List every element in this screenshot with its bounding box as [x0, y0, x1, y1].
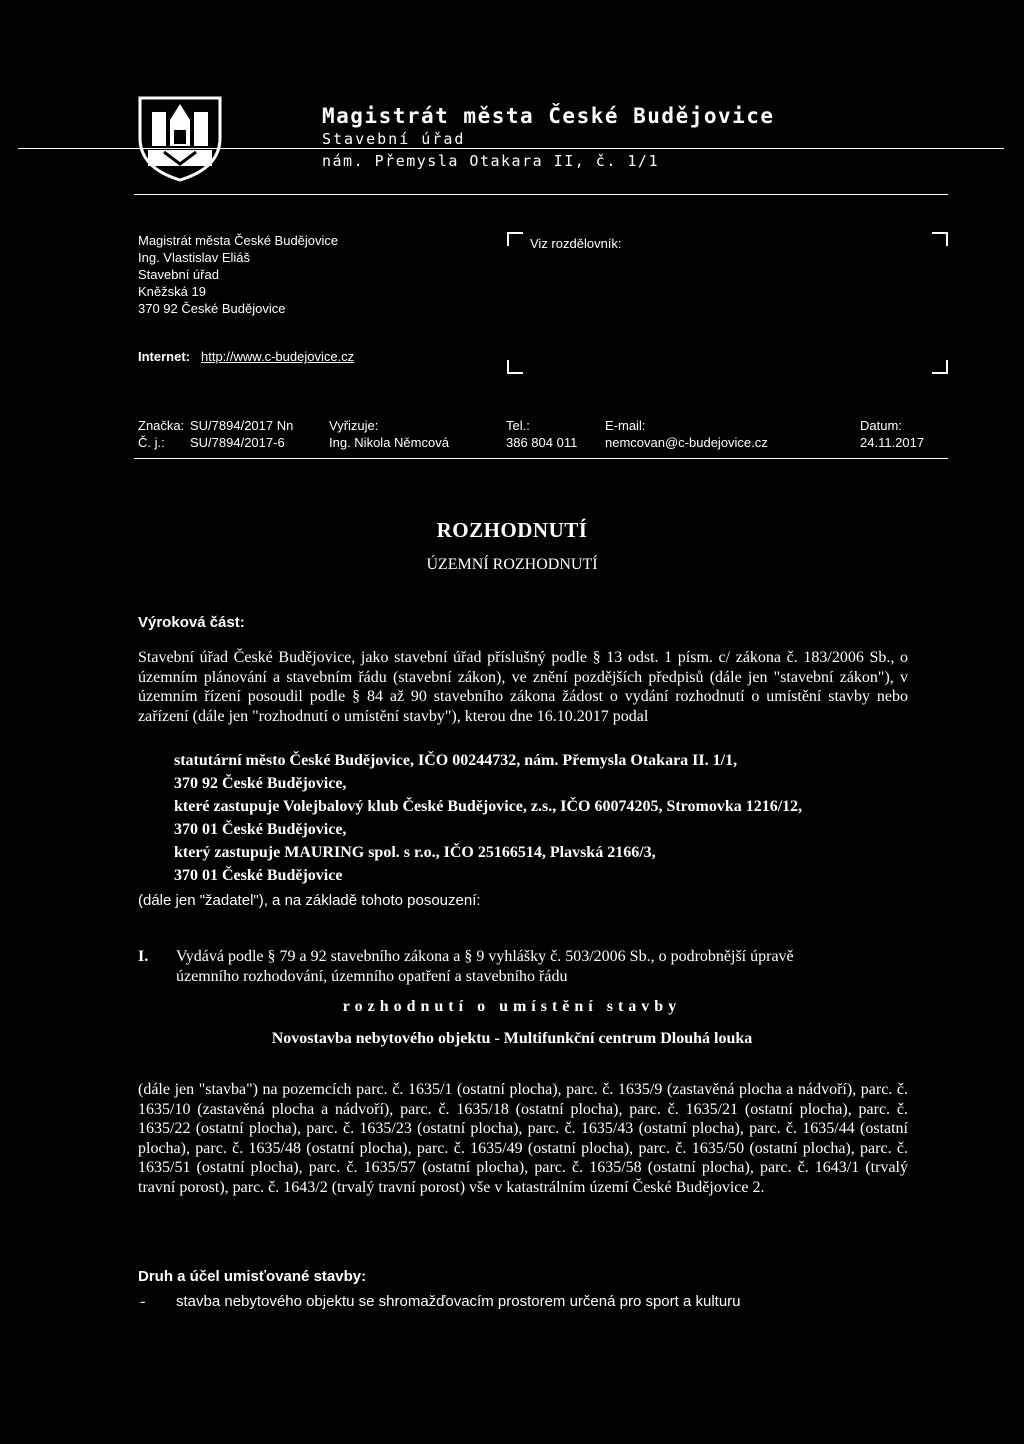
- section-label: Výroková část:: [138, 614, 245, 631]
- type-purpose-item: stavba nebytového objektu se shromažďovacím prostorem určená pro sport a kulturu: [176, 1293, 741, 1310]
- applicant-line: který zastupuje MAURING spol. s r.o., IČO 25166514, Plavská 2166/3,: [174, 844, 656, 861]
- meta-rule: [134, 458, 948, 459]
- applicant-line: 370 01 České Budějovice: [174, 867, 343, 884]
- office-name: Magistrát města České Budějovice: [322, 104, 775, 128]
- email-label: E-mail:: [605, 418, 646, 433]
- sender-line: Stavební úřad: [138, 267, 219, 282]
- logo: [134, 90, 226, 182]
- header-rule-bottom: [134, 194, 948, 195]
- decision-heading: rozhodnutí o umístění stavby: [342, 998, 682, 1015]
- parcels-paragraph: (dále jen "stavba") na pozemcích parc. č. 1635/1 (ostatní plocha), parc. č. 1635/9 (zastavěná plocha a nádvoří), parc. č. 1635/10 (zastavěná plocha a nádvoří), parc. č. 1635/18 (ostatní plocha), parc. č. 1635/21 (ostatní plocha), parc. č. 1635/22 (ostatní plocha), parc. č. 1635/23 (ostatní plocha), parc. č. 1635/43 (ostatní plocha), parc. č. 1635/44 (ostatní plocha), parc. č. 1635/48 (ostatní plocha), parc. č. 1635/49 (ostatní plocha), parc. č. 1635/50 (ostatní plocha), parc. č. 1635/51 (ostatní plocha), parc. č. 1635/57 (ostatní plocha), parc. č. 1635/58 (ostatní plocha), parc. č. 1643/1 (trvalý travní porost), parc. č. 1643/2 (trvalý travní porost) vše v katastrálním území České Budějovice 2.: [138, 1081, 908, 1196]
- znacka-label: Značka:: [138, 418, 185, 433]
- document-subtitle: ÚZEMNÍ ROZHODNUTÍ: [426, 556, 598, 573]
- applicant-line: statutární město České Budějovice, IČO 00244732, nám. Přemysla Otakara II. 1/1,: [174, 752, 738, 769]
- sender-line: Magistrát města České Budějovice: [138, 233, 339, 248]
- applicant-line: které zastupuje Volejbalový klub České Budějovice, z.s., IČO 60074205, Stromovka 1216/12,: [174, 798, 803, 815]
- email-value: nemcovan@c-budejovice.cz: [605, 435, 768, 450]
- document-title: ROZHODNUTÍ: [436, 518, 588, 542]
- vyrizuje-label: Vyřizuje:: [329, 418, 379, 433]
- znacka-value: SU/7894/2017 Nn: [190, 418, 294, 433]
- tel-value: 386 804 011: [506, 435, 578, 450]
- building-title: Novostavba nebytového objektu - Multifunkční centrum Dlouhá louka: [271, 1030, 753, 1047]
- applicant-line: 370 01 České Budějovice,: [174, 821, 347, 838]
- sender-line: Kněžská 19: [138, 284, 206, 299]
- point-text: územního rozhodování, územního opatření a stavebního řádu: [176, 968, 568, 985]
- vyrizuje-value: Ing. Nikola Němcová: [329, 435, 449, 450]
- bullet-dash: -: [140, 1293, 146, 1310]
- recipient-label: Viz rozdělovník:: [530, 236, 622, 251]
- city-coat-of-arms-icon: [134, 90, 226, 182]
- applicant-line: 370 92 České Budějovice,: [174, 775, 347, 792]
- office-address: nám. Přemysla Otakara II, č. 1/1: [322, 152, 659, 170]
- datum-value: 24.11.2017: [860, 435, 925, 450]
- sender-line: 370 92 České Budějovice: [138, 301, 286, 316]
- internet-link[interactable]: http://www.c-budejovice.cz: [201, 349, 355, 364]
- department: Stavební úřad: [322, 130, 466, 148]
- address-corner-bl: [507, 360, 523, 374]
- applicant-note: (dále jen "žadatel"), a na základě tohoto posouzení:: [138, 892, 481, 909]
- cj-value: SU/7894/2017-6: [190, 435, 285, 450]
- cj-label: Č. j.:: [138, 435, 165, 450]
- tel-label: Tel.:: [506, 418, 530, 433]
- point-numeral: I.: [138, 948, 149, 965]
- address-corner-tl: [507, 232, 523, 246]
- type-purpose-heading: Druh a účel umisťované stavby:: [138, 1268, 367, 1285]
- sender-line: Ing. Vlastislav Eliáš: [138, 250, 250, 265]
- datum-label: Datum:: [860, 418, 902, 433]
- point-text: Vydává podle § 79 a 92 stavebního zákona a § 9 vyhlášky č. 503/2006 Sb., o podrobnější úpravě: [176, 948, 794, 965]
- address-corner-tr: [932, 232, 948, 246]
- internet-label: Internet:: [138, 349, 190, 364]
- intro-paragraph: Stavební úřad České Budějovice, jako stavební úřad příslušný podle § 13 odst. 1 písm. c/ zákona č. 183/2006 Sb., o územním plánování a stavebním řádu (stavební zákon), ve znění pozdějších předpisů (dále jen "stavební zákon"), v územním řízení posoudil podle § 84 až 90 stavebního zákona žádost o vydání rozhodnutí o umístění stavby nebo zařízení (dále jen "rozhodnutí o umístění stavby"), kterou dne 16.10.2017 podal: [138, 649, 908, 725]
- address-corner-br: [932, 360, 948, 374]
- header-rule: [18, 148, 1004, 149]
